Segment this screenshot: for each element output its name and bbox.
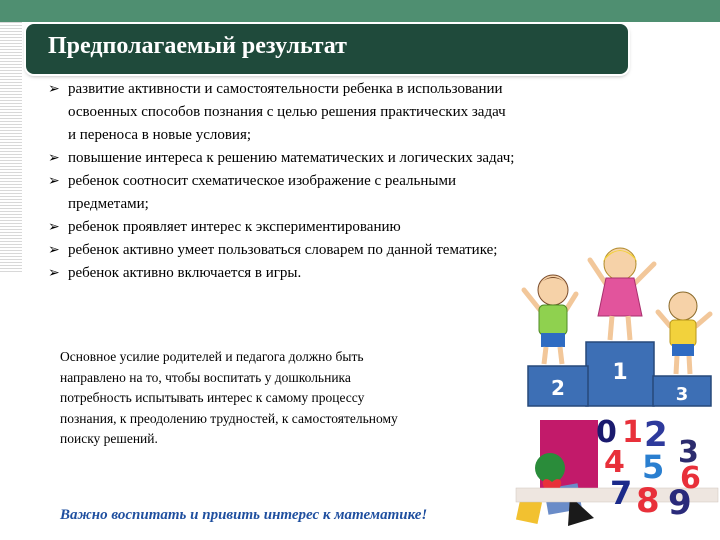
bullet-item — [48, 170, 618, 216]
arrow-bullet-icon: ➢ — [48, 173, 60, 189]
bullet-line: и переноса в новые условия; — [68, 127, 252, 143]
bullet-line: повышение интереса к решению математических и логических задач; — [68, 150, 515, 166]
digit-8: 8 — [636, 481, 660, 521]
bullet-line: ребенок активно включается в игры. — [68, 265, 302, 281]
kid-second-place — [524, 275, 576, 364]
paragraph-line: направлено на то, чтобы воспитать у дошкольника — [60, 369, 351, 385]
title-bar — [26, 24, 628, 74]
kids-podium-illustration — [510, 238, 720, 410]
parents-paragraph — [60, 347, 470, 450]
slide-title: Предполагаемый результат — [48, 33, 347, 59]
digit-4: 4 — [604, 445, 625, 480]
digit-2: 2 — [644, 415, 668, 455]
paragraph-line: Основное усилие родителей и педагога должно быть — [60, 349, 364, 364]
green-circle-shape — [535, 453, 565, 483]
digit-0: 0 — [596, 415, 617, 450]
bullet-line: развитие активности и самостоятельности ребенка в использовании — [68, 81, 503, 97]
digit-5: 5 — [642, 448, 665, 486]
arrow-bullet-icon: ➢ — [48, 219, 60, 235]
bullet-line: освоенных способов познания с целью решения практических задач — [68, 104, 506, 120]
kid-first-place — [590, 248, 654, 340]
arrow-bullet-icon: ➢ — [48, 265, 60, 281]
bullet-line: ребенок проявляет интерес к экспериментированию — [68, 219, 401, 235]
podium-second-label: 2 — [551, 376, 565, 400]
paragraph-line: потребность испытывать интерес к самому процессу — [60, 390, 365, 405]
bullet-line: предметами; — [68, 196, 149, 212]
digit-1: 1 — [622, 415, 643, 450]
arrow-bullet-icon: ➢ — [48, 150, 60, 166]
closing-slogan: Важно воспитать и привить интерес к математике! — [60, 507, 428, 523]
paragraph-line: познания, к преодолению трудностей, к самостоятельному — [60, 410, 398, 426]
digit-3: 3 — [678, 435, 699, 470]
side-stripes — [0, 22, 22, 272]
bullet-item — [48, 216, 618, 239]
header-band — [0, 0, 720, 22]
podium-first-label: 1 — [612, 360, 628, 385]
paragraph-line: поиску решений. — [60, 431, 158, 446]
digit-7: 7 — [610, 474, 633, 512]
digit-9: 9 — [668, 483, 692, 523]
bullet-item — [48, 78, 618, 147]
bullet-line: ребенок активно умеет пользоваться словарем по данной тематике; — [68, 242, 498, 258]
kid-third-place — [658, 292, 710, 374]
digit-6: 6 — [680, 461, 701, 496]
bullet-item — [48, 147, 618, 170]
arrow-bullet-icon: ➢ — [48, 242, 60, 258]
podium-third-label: 3 — [675, 384, 689, 405]
arrow-bullet-icon: ➢ — [48, 81, 60, 97]
numbers-collage — [506, 412, 720, 530]
bullet-line: ребенок соотносит схематическое изображение с реальными — [68, 173, 456, 189]
